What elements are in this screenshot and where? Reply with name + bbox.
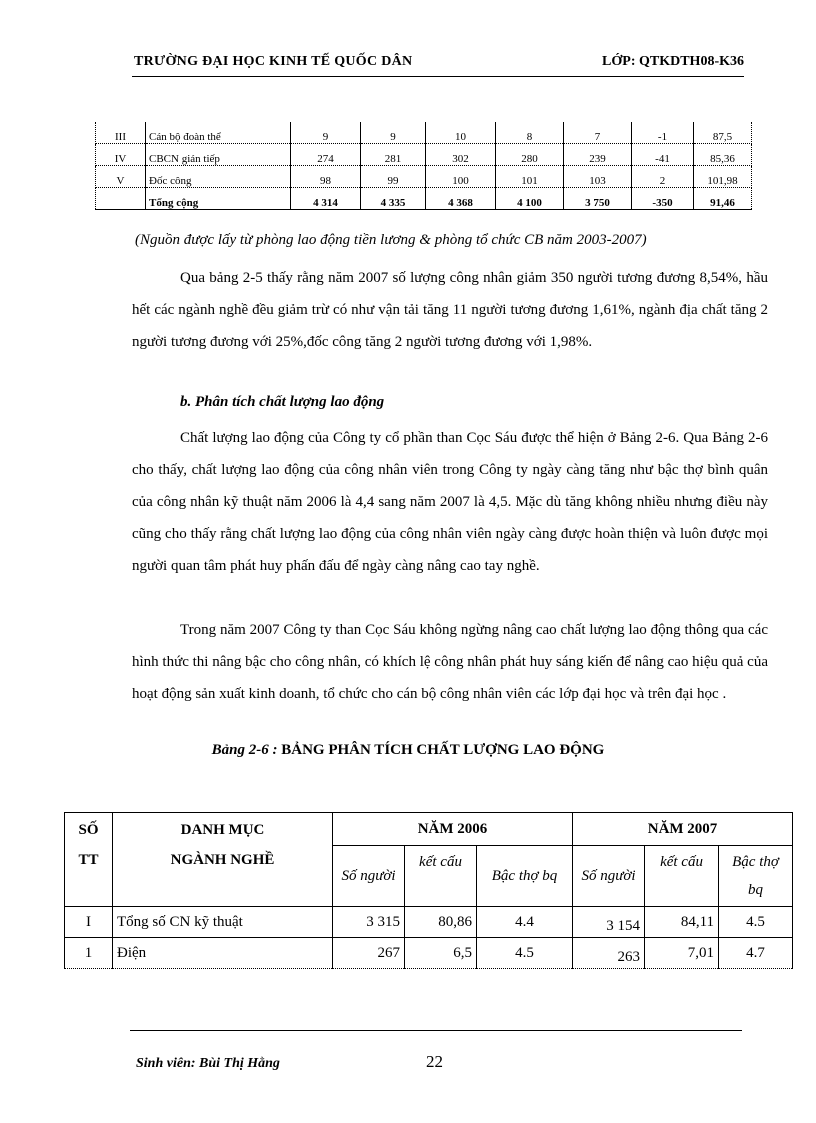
table-row	[96, 122, 752, 144]
table-cell: 103	[564, 166, 632, 188]
table-cell: 7,01	[645, 938, 719, 969]
table-cell: 4.7	[719, 938, 793, 969]
class-code: LỚP: QTKDTH08-K36	[602, 54, 744, 69]
table-cell: 239	[564, 144, 632, 166]
header-category: DANH MỤC NGÀNH NGHỀ	[113, 813, 333, 907]
page-number: 22	[426, 1052, 443, 1071]
table-cell: Điện	[113, 938, 333, 969]
table-row	[96, 166, 752, 188]
table-cell: 4 314	[291, 188, 361, 210]
table-cell: 91,46	[694, 188, 752, 210]
table-cell: IV	[96, 144, 146, 166]
table-cell	[96, 188, 146, 210]
table-cell: 281	[361, 144, 426, 166]
table-row	[65, 907, 793, 938]
sub-structure-2007: kết cấu	[645, 846, 719, 907]
source-note: (Nguồn được lấy từ phòng lao động tiền lương & phòng tổ chức CB năm 2003-2007)	[135, 232, 647, 248]
table-cell: 85,36	[694, 144, 752, 166]
table-cell: 3 750	[564, 188, 632, 210]
table-cell: 6,5	[405, 938, 477, 969]
table-cell: 2	[632, 166, 694, 188]
table-cell: 100	[426, 166, 496, 188]
sub-structure-2006: kết cấu	[405, 846, 477, 907]
student-name: Sinh viên: Bùi Thị Hằng	[136, 1056, 280, 1071]
table-cell: 4.4	[477, 907, 573, 938]
table-cell: 7	[564, 122, 632, 144]
table-cell: -350	[632, 188, 694, 210]
paragraph-1: Qua bảng 2-5 thấy rằng năm 2007 số lượng công nhân giảm 350 người tương đương 8,54%, hầu hết các ngành nghề đều giảm trừ có như vận tải tăng 11 người tương đương 1,61%, ngành địa chất tăng 2 người tương đương với 25%,đốc công tăng 2 người tương đương với 1,98%.	[132, 270, 768, 350]
table-cell: 101	[496, 166, 564, 188]
table-cell: Đốc công	[146, 166, 291, 188]
table-cell: III	[96, 122, 146, 144]
paragraph-2: Chất lượng lao động của Công ty cổ phần than Cọc Sáu được thể hiện ở Bảng 2-6. Qua Bảng 2-6 cho thấy, chất lượng lao động của công nhân viên trong Công ty ngày càng tăng như bậc thợ bình quân của công nhân kỹ thuật năm 2006 là 4,4 sang năm 2007 là 4,5. Mặc dù tăng không nhiều nhưng điều này cũng cho thấy rằng chất lượng lao động của công nhân viên ngày càng được hoàn thiện và luôn được mọi người quan tâm phát huy phấn đấu để ngày càng nâng cao tay nghề.	[132, 430, 768, 574]
table-cell: Tổng cộng	[146, 188, 291, 210]
table-cell: -1	[632, 122, 694, 144]
table-cell: 98	[291, 166, 361, 188]
footer-divider	[130, 1030, 742, 1031]
table-cell: 87,5	[694, 122, 752, 144]
paragraph-3: Trong năm 2007 Công ty than Cọc Sáu không ngừng nâng cao chất lượng lao động thông qua các hình thức thi nâng bậc cho công nhân, có khích lệ công nhân phát huy sáng kiến để nâng cao hiệu quả của hoạt động sản xuất kinh doanh, tổ chức cho cán bộ công nhân viên các lớp đại học và trên đại học .	[132, 622, 768, 702]
table-cell: 4 100	[496, 188, 564, 210]
table-cell: 3 315	[333, 907, 405, 938]
header-year-2006: NĂM 2006	[333, 813, 573, 846]
table-2-6-title	[0, 742, 816, 759]
table-cell: 4 368	[426, 188, 496, 210]
table-row	[96, 188, 752, 210]
table-2-6-label: Bảng 2-6 :	[211, 742, 278, 758]
table-cell: 263	[573, 938, 645, 969]
table-cell: 4 335	[361, 188, 426, 210]
labor-quality-table	[64, 812, 793, 969]
page-header	[132, 50, 744, 77]
table-cell: 9	[361, 122, 426, 144]
table-cell: 280	[496, 144, 564, 166]
sub-people-2007: Số người	[573, 846, 645, 907]
university-name: TRƯỜNG ĐẠI HỌC KINH TẾ QUỐC DÂN	[134, 54, 413, 69]
table-cell: Cán bộ đoàn thể	[146, 122, 291, 144]
sub-grade-2007: Bậc thợ bq	[719, 846, 793, 907]
table-cell: 274	[291, 144, 361, 166]
table-cell: I	[65, 907, 113, 938]
header-year-2007: NĂM 2007	[573, 813, 793, 846]
table-cell: 10	[426, 122, 496, 144]
table-2-6-heading: BẢNG PHÂN TÍCH CHẤT LƯỢNG LAO ĐỘNG	[281, 742, 605, 758]
table-cell: 9	[291, 122, 361, 144]
table-cell: 3 154	[573, 907, 645, 938]
table-cell: 101,98	[694, 166, 752, 188]
table-cell: 8	[496, 122, 564, 144]
sub-grade-2006: Bậc thợ bq	[477, 846, 573, 907]
header-stt: SỐ TT	[65, 813, 113, 907]
table-cell: CBCN gián tiếp	[146, 144, 291, 166]
workforce-table-continued	[95, 122, 752, 210]
table-cell: 80,86	[405, 907, 477, 938]
subheading-quality: b. Phân tích chất lượng lao động	[180, 394, 385, 410]
table-row	[65, 938, 793, 969]
table-cell: 99	[361, 166, 426, 188]
table-cell: 4.5	[719, 907, 793, 938]
table-cell: V	[96, 166, 146, 188]
table-cell: 4.5	[477, 938, 573, 969]
table-cell: -41	[632, 144, 694, 166]
table-cell: 84,11	[645, 907, 719, 938]
table-cell: 302	[426, 144, 496, 166]
table-row	[96, 144, 752, 166]
table-cell: Tổng số CN kỹ thuật	[113, 907, 333, 938]
table-cell: 267	[333, 938, 405, 969]
table-cell: 1	[65, 938, 113, 969]
sub-people-2006: Số người	[333, 846, 405, 907]
